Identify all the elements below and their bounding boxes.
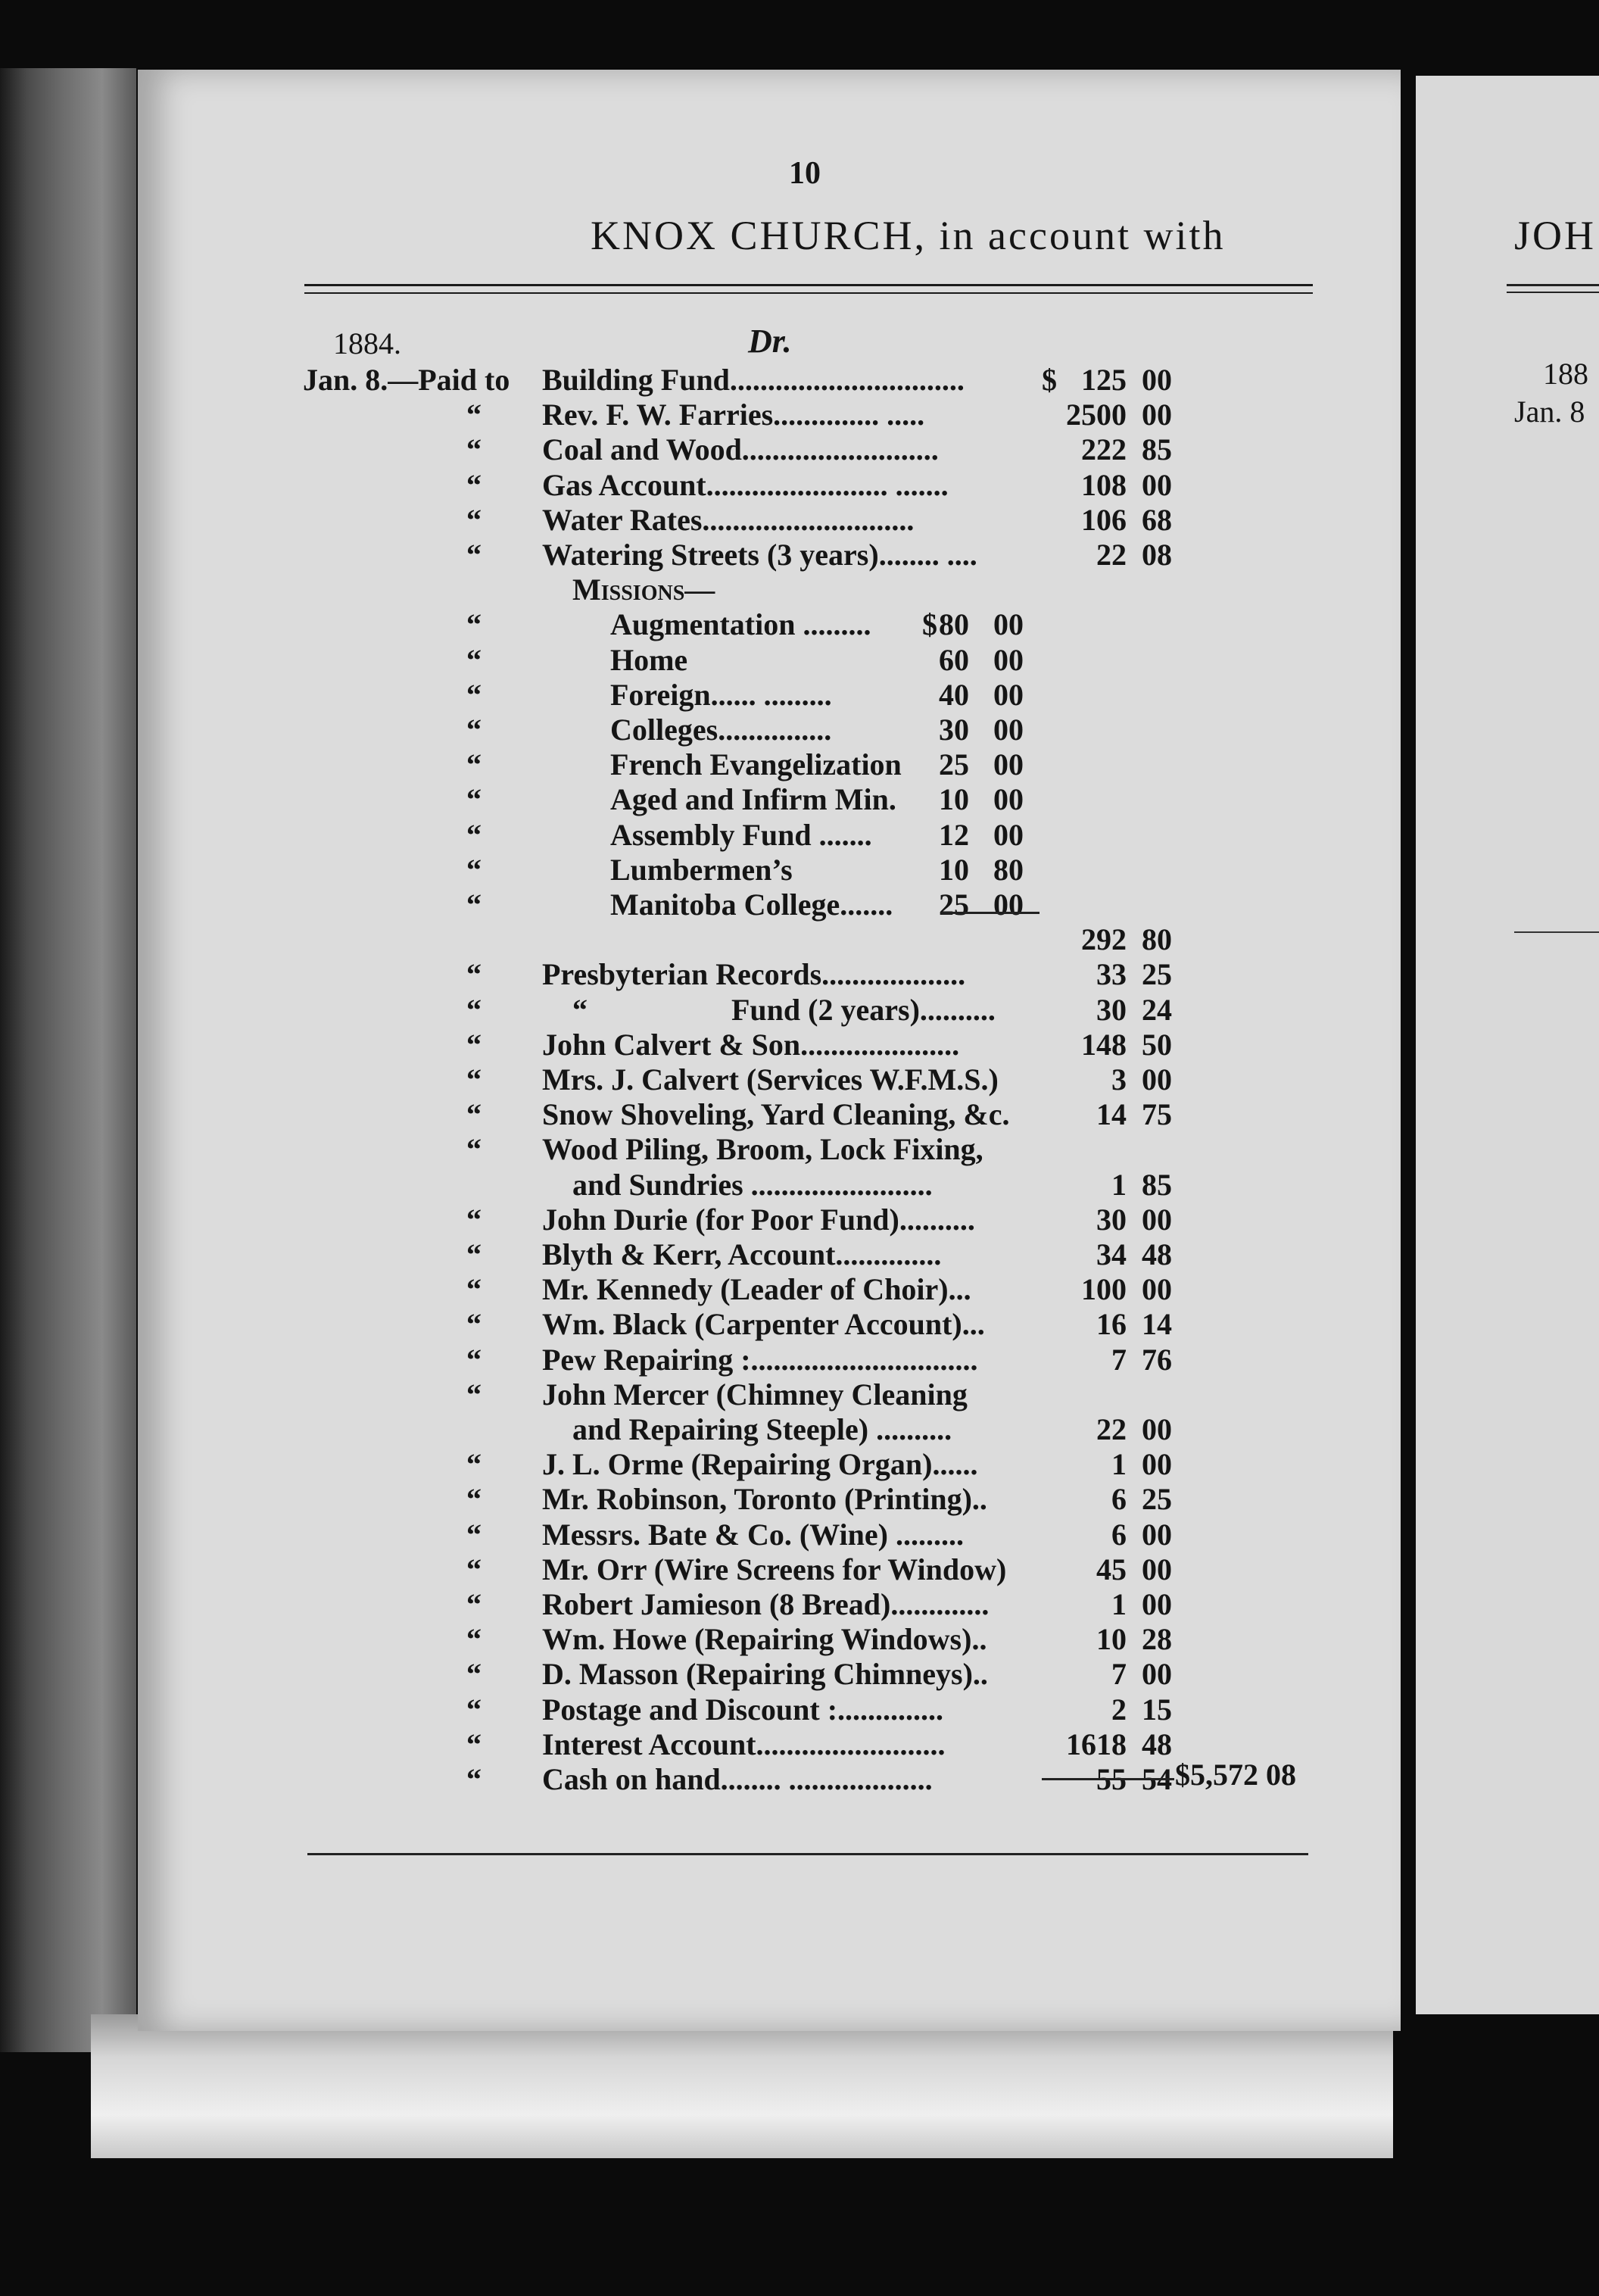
ledger-entry [0,537,1332,572]
entry-cents: 00 [1142,1552,1172,1586]
entry-cents: 00 [1142,467,1172,502]
entry-description: Mr. Orr (Wire Screens for Window) [542,1552,1007,1586]
missions-item-description: Colleges............... [610,713,832,747]
missions-item-dollars: 60 [939,642,969,677]
grand-total-row [0,1757,1332,1792]
entry-dollars: 2500 [1066,398,1127,432]
missions-item-cents: 00 [993,888,1024,922]
entry-description: Pew Repairing :.............................. [542,1342,978,1377]
entry-dollars: 22 [1096,1412,1127,1446]
entry-cents: 15 [1142,1692,1172,1727]
entry-description: Messrs. Bate & Co. (Wine) ......... [542,1517,964,1552]
entry-dollars: 1 [1111,1167,1127,1202]
page-number: 10 [789,156,821,191]
ledger-entry [0,1517,1332,1552]
entry-cents: 00 [1142,1062,1172,1097]
entry-description: Water Rates............................ [542,502,915,537]
ledger-entry [0,1552,1332,1586]
missions-item-cents: 00 [993,713,1024,747]
ditto-mark: “ [466,1377,482,1412]
missions-item-cents: 00 [993,677,1024,712]
entry-description: Cash on hand........ ................... [542,1762,933,1796]
ditto-mark: “ [466,1027,482,1062]
ditto-mark: “ [466,852,482,887]
entry-cents: 00 [1142,1657,1172,1692]
ditto-mark: “ [466,1202,482,1237]
debit-label: Dr. [748,323,792,360]
ledger-entry [0,502,1332,537]
ditto-mark: “ [466,1307,482,1342]
entry-dollars: 1 [1111,1447,1127,1482]
ditto-mark: “ [466,1237,482,1271]
missions-item-cents: 00 [993,642,1024,677]
missions-item-dollars: 25 [939,747,969,782]
missions-item [0,817,1332,852]
missions-item [0,642,1332,677]
ditto-mark: “ [466,502,482,537]
entry-description: Interest Account......................... [542,1727,946,1761]
ledger-entry [0,992,1332,1027]
missions-item [0,747,1332,781]
ditto-mark: “ [466,538,482,572]
entry-description: John Mercer (Chimney Cleaning [542,1377,968,1412]
entry-dollars: 1 [1111,1587,1127,1621]
entry-description: Mrs. J. Calvert (Services W.F.M.S.) [542,1062,999,1097]
footer-rule [307,1853,1308,1855]
ledger-entry [0,1097,1332,1131]
entry-description: Rev. F. W. Farries.............. ..... [542,398,925,432]
missions-item-description: Aged and Infirm Min. [610,782,896,817]
entry-cents: 08 [1142,538,1172,572]
entry-dollars: 125 [1081,363,1127,397]
ditto-mark: “ [466,1517,482,1552]
missions-item-dollars: 12 [939,817,969,852]
entry-description: Presbyterian Records................... [542,957,966,992]
entry-cents: 14 [1142,1307,1172,1342]
facing-page-rule [1514,931,1599,933]
facing-page [1416,76,1599,2014]
entry-dollars: 30 [1096,992,1127,1027]
ledger-entry [0,397,1332,432]
ledger-entry [0,1621,1332,1656]
missions-item [0,852,1332,887]
ditto-mark: “ [466,1482,482,1517]
ditto-mark: “ [466,432,482,467]
ledger-entry [0,1062,1332,1097]
entry-dollars: 6 [1111,1517,1127,1552]
ditto-mark: “ [466,747,482,782]
entry-dollars: 34 [1096,1237,1127,1271]
ditto-mark: “ [466,1727,482,1761]
entry-description: Coal and Wood.......................... [542,432,939,467]
entry-dollars: 106 [1081,502,1127,537]
header-rule [304,292,1313,294]
missions-item-cents: 80 [993,852,1024,887]
ledger-entry [0,1167,1332,1202]
ditto-mark: “ [466,1552,482,1586]
entry-description: Snow Shoveling, Yard Cleaning, &c. [542,1097,1010,1132]
missions-total-cents: 80 [1142,922,1172,957]
ledger-entry [0,362,1332,397]
ledger-entry [0,1586,1332,1621]
entry-dollars: 22 [1096,538,1127,572]
ledger-entry [0,1237,1332,1271]
ditto-mark: “ [466,1272,482,1307]
ledger-entry [0,1306,1332,1341]
entry-cents: 00 [1142,363,1172,397]
ditto-mark: “ [466,1657,482,1692]
entry-cents: 25 [1142,1482,1172,1517]
ledger-entry [0,1481,1332,1516]
ditto-mark: “ [466,992,482,1027]
entry-cents: 85 [1142,1167,1172,1202]
entry-cents: 00 [1142,1272,1172,1307]
entry-dollars: 108 [1081,467,1127,502]
missions-heading-row [0,572,1332,607]
entry-cents: 00 [1142,1517,1172,1552]
entry-dollars: 7 [1111,1657,1127,1692]
missions-item-dollars: 80 [939,607,969,642]
missions-item-description: Assembly Fund ....... [610,817,872,852]
ditto-mark: “ [466,713,482,747]
entry-dollars: 33 [1096,957,1127,992]
ledger-entry [0,1412,1332,1446]
missions-item [0,781,1332,816]
missions-total-row [0,922,1332,956]
entry-description: Mr. Robinson, Toronto (Printing).. [542,1482,987,1517]
ditto-mark: “ [466,1587,482,1621]
entry-dollars: 1618 [1066,1727,1127,1761]
ditto-mark: “ [466,1447,482,1482]
missions-item [0,607,1332,641]
ditto-mark: “ [466,677,482,712]
ledger-entry [0,1446,1332,1481]
dollar-sign: $ [1042,363,1057,397]
missions-item-description: Home [610,642,688,677]
missions-item-description: Manitoba College....... [610,888,893,922]
ditto-mark: “ [466,782,482,817]
ledger-entry [0,956,1332,991]
entry-date: Jan. 8.—Paid to [303,363,510,397]
entry-dollars: 16 [1096,1307,1127,1342]
entry-description: Wood Piling, Broom, Lock Fixing, [542,1132,983,1167]
entry-cents: 85 [1142,432,1172,467]
entry-description: Robert Jamieson (8 Bread)............. [542,1587,990,1621]
ditto-mark: “ [466,1342,482,1377]
missions-item-cents: 00 [993,817,1024,852]
missions-subtotal-rule [941,912,1040,914]
missions-item-dollars: 10 [939,782,969,817]
entry-dollars: 45 [1096,1552,1127,1586]
page-title: KNOX CHURCH, in account with [591,213,1226,258]
missions-item-dollars: 30 [939,713,969,747]
entry-dollars: 222 [1081,432,1127,467]
ditto-mark: “ [466,957,482,992]
ledger-entry [0,432,1332,466]
entry-description: Wm. Black (Carpenter Account)... [542,1307,985,1342]
ledger-entry [0,1727,1332,1761]
ledger-entry [0,1131,1332,1166]
entry-cents: 24 [1142,992,1172,1027]
missions-item-description: Augmentation ......... [610,607,871,642]
grand-total: $5,572 08 [1175,1758,1296,1792]
entry-description: John Durie (for Poor Fund).......... [542,1202,975,1237]
entry-description: John Calvert & Son..................... [542,1027,960,1062]
ledger-entry [0,1271,1332,1306]
ditto-mark: “ [572,992,588,1027]
entry-dollars: 2 [1111,1692,1127,1727]
missions-item-description: Lumbermen’s [610,852,793,887]
header-rule [304,284,1313,286]
missions-item [0,887,1332,922]
ledger-year: 1884. [333,326,401,360]
entry-dollars: 3 [1111,1062,1127,1097]
entry-cents: 00 [1142,1202,1172,1237]
missions-item-dollars: 40 [939,677,969,712]
entry-description: Wm. Howe (Repairing Windows).. [542,1622,987,1657]
entry-description: and Repairing Steeple) .......... [572,1412,952,1446]
facing-page-heading: JOH [1514,213,1597,258]
ledger-entry [0,1342,1332,1377]
entry-cents: 00 [1142,1447,1172,1482]
entry-cents: 75 [1142,1097,1172,1132]
facing-page-rule [1507,292,1599,293]
ditto-mark: “ [466,1062,482,1097]
missions-item-description: Foreign...... ......... [610,677,832,712]
ditto-mark: “ [466,1622,482,1657]
entry-cents: 00 [1142,1412,1172,1446]
missions-item-cents: 00 [993,607,1024,642]
missions-item-cents: 00 [993,747,1024,782]
ledger-entry [0,1692,1332,1727]
missions-item-dollars: 25 [939,888,969,922]
ditto-mark: “ [466,467,482,502]
entry-cents: 50 [1142,1027,1172,1062]
facing-page-rule [1507,284,1599,286]
entry-cents: 76 [1142,1342,1172,1377]
entry-description: Blyth & Kerr, Account.............. [542,1237,942,1271]
entry-dollars: 10 [1096,1622,1127,1657]
entry-description: Mr. Kennedy (Leader of Choir)... [542,1272,971,1307]
entry-description: Fund (2 years).......... [731,992,996,1027]
ledger-entry [0,1202,1332,1237]
entry-cents: 54 [1142,1762,1172,1796]
missions-total-dollars: 292 [1081,922,1127,957]
missions-item-cents: 00 [993,782,1024,817]
missions-heading: Missions— [572,572,715,607]
entry-dollars: 148 [1081,1027,1127,1062]
ledger-entry [0,467,1332,502]
ditto-mark: “ [466,642,482,677]
entry-cents: 68 [1142,502,1172,537]
page-edges [91,2014,1393,2158]
dollar-sign: $ [922,607,937,642]
ditto-mark: “ [466,888,482,922]
ledger-entry [0,1027,1332,1062]
ditto-mark: “ [466,1762,482,1796]
ledger-entry [0,1656,1332,1691]
entry-cents: 00 [1142,398,1172,432]
ditto-mark: “ [466,1132,482,1167]
entry-cents: 25 [1142,957,1172,992]
missions-item [0,712,1332,747]
entry-cents: 48 [1142,1727,1172,1761]
missions-item [0,677,1332,712]
ditto-mark: “ [466,1097,482,1132]
entry-dollars: 6 [1111,1482,1127,1517]
entry-cents: 00 [1142,1587,1172,1621]
entry-description: Building Fund............................... [542,363,965,397]
ditto-mark: “ [466,817,482,852]
entry-description: Gas Account........................ ....... [542,467,949,502]
entry-description: J. L. Orme (Repairing Organ)...... [542,1447,978,1482]
facing-page-year: 188 [1543,357,1588,391]
missions-item-description: French Evangelization [610,747,902,782]
ledger-entry [0,1377,1332,1412]
entry-description: Postage and Discount :.............. [542,1692,944,1727]
entry-dollars: 55 [1096,1762,1127,1796]
entry-dollars: 7 [1111,1342,1127,1377]
facing-page-date: Jan. 8 [1514,395,1585,429]
missions-item-dollars: 10 [939,852,969,887]
ditto-mark: “ [466,607,482,642]
entry-description: Watering Streets (3 years)........ .... [542,538,977,572]
entry-cents: 48 [1142,1237,1172,1271]
entry-description: and Sundries ........................ [572,1167,933,1202]
entry-dollars: 30 [1096,1202,1127,1237]
entry-dollars: 100 [1081,1272,1127,1307]
entry-cents: 28 [1142,1622,1172,1657]
ditto-mark: “ [466,398,482,432]
ditto-mark: “ [466,1692,482,1727]
entry-description: D. Masson (Repairing Chimneys).. [542,1657,988,1692]
entry-dollars: 14 [1096,1097,1127,1132]
